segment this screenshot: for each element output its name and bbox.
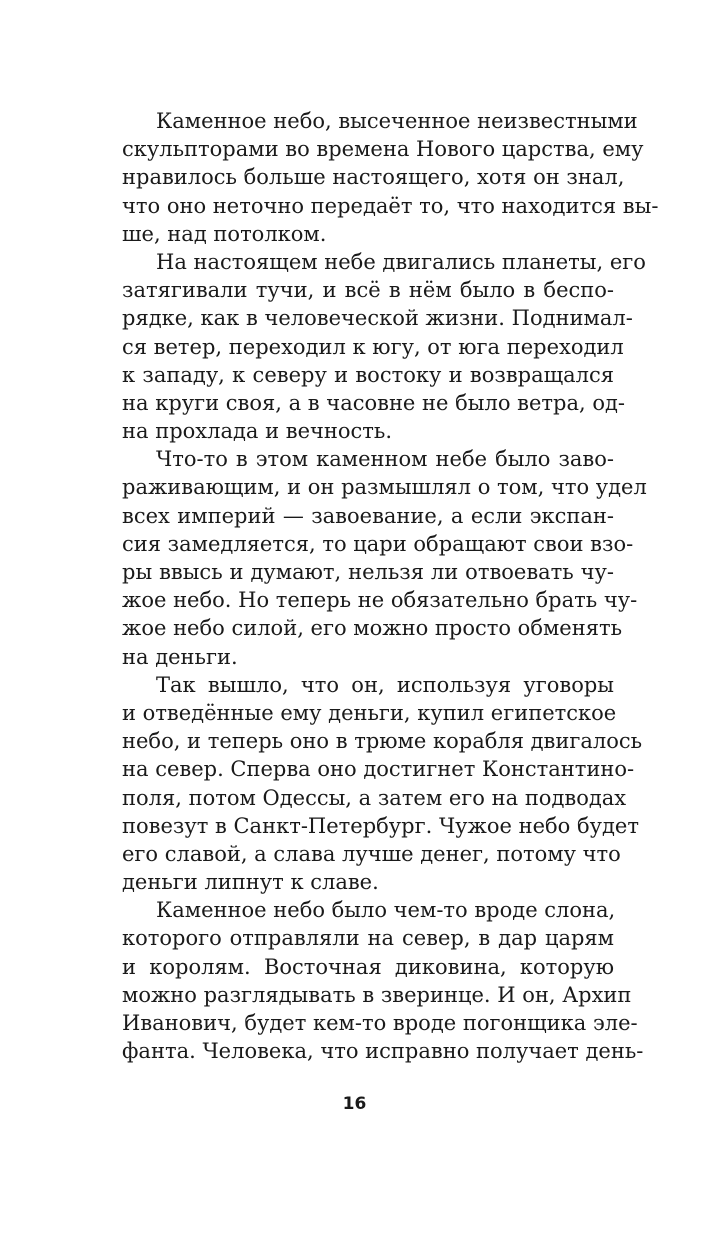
page-number: 16 bbox=[342, 1094, 367, 1114]
paragraph-5-line: которого отправляли на север, в дар царям bbox=[122, 926, 614, 951]
paragraph-4-line: небо, и теперь оно в трюме корабля двигалось bbox=[122, 729, 643, 754]
paragraph-4-line: его славой, а слава лучше денег, потому что bbox=[122, 841, 621, 866]
paragraph-1-line: ше, над потолком. bbox=[122, 221, 327, 246]
paragraph-2-line: затягивали тучи, и всё в нём было в беспо- bbox=[122, 278, 614, 303]
paragraph-2-line: ся ветер, переходил к югу, от юга переходил bbox=[122, 334, 624, 359]
paragraph-3-line: на деньги. bbox=[122, 644, 238, 669]
body-text bbox=[122, 107, 659, 1065]
paragraph-3-line: Что-то в этом каменном небе было заво- bbox=[156, 447, 614, 472]
paragraph-4-line: и отведённые ему деньги, купил египетское bbox=[122, 700, 617, 725]
paragraph-2-line: к западу, к северу и востоку и возвращался bbox=[122, 362, 614, 387]
paragraph-5-line: Иванович, будет кем-то вроде погонщика эле- bbox=[122, 1011, 638, 1035]
paragraph-2-line: На настоящем небе двигались планеты, его bbox=[156, 249, 646, 274]
paragraph-2-line: на прохлада и вечность. bbox=[122, 419, 393, 444]
paragraph-1-line: что оно неточно передаёт то, что находится вы- bbox=[122, 193, 659, 218]
paragraph-1-line: нравилось больше настоящего, хотя он знал, bbox=[122, 165, 625, 190]
paragraph-3-line: всех империй — завоевание, а если экспан- bbox=[122, 503, 614, 528]
paragraph-4-line: поля, потом Одессы, а затем его на подводах bbox=[122, 785, 627, 810]
paragraph-4-line: на север. Сперва оно достигнет Константино- bbox=[122, 757, 635, 782]
paragraph-2-line: рядке, как в человеческой жизни. Поднимал- bbox=[122, 306, 633, 331]
paragraph-5-line: можно разглядывать в зверинце. И он, Архип bbox=[122, 982, 632, 1007]
paragraph-1-line: Каменное небо, высеченное неизвестными bbox=[156, 109, 638, 133]
paragraph-3-line: ры ввысь и думают, нельзя ли отвоевать чу- bbox=[122, 560, 614, 584]
paragraph-3-line: раживающим, и он размышлял о том, что удел bbox=[122, 475, 647, 500]
paragraph-2-line: на круги своя, а в часовне не было ветра, од- bbox=[122, 390, 626, 415]
paragraph-5-line: Каменное небо было чем-то вроде слона, bbox=[156, 898, 616, 923]
paragraph-3-line: жое небо. Но теперь не обязательно брать чу- bbox=[122, 588, 638, 613]
paragraph-5-line: и королям. Восточная диковина, которую bbox=[122, 954, 614, 979]
paragraph-3-line: жое небо силой, его можно просто обменять bbox=[122, 616, 623, 641]
paragraph-4-line: Так вышло, что он, используя уговоры bbox=[156, 672, 614, 697]
paragraph-5-line: фанта. Человека, что исправно получает день- bbox=[122, 1039, 644, 1064]
paragraph-1-line: скульпторами во времена Нового царства, ему bbox=[122, 137, 644, 162]
paragraph-4-line: деньги липнут к славе. bbox=[122, 870, 379, 895]
paragraph-4-line: повезут в Санкт-Петербург. Чужое небо будет bbox=[122, 813, 639, 838]
paragraph-3-line: сия замедляется, то цари обращают свои взо- bbox=[122, 531, 634, 556]
